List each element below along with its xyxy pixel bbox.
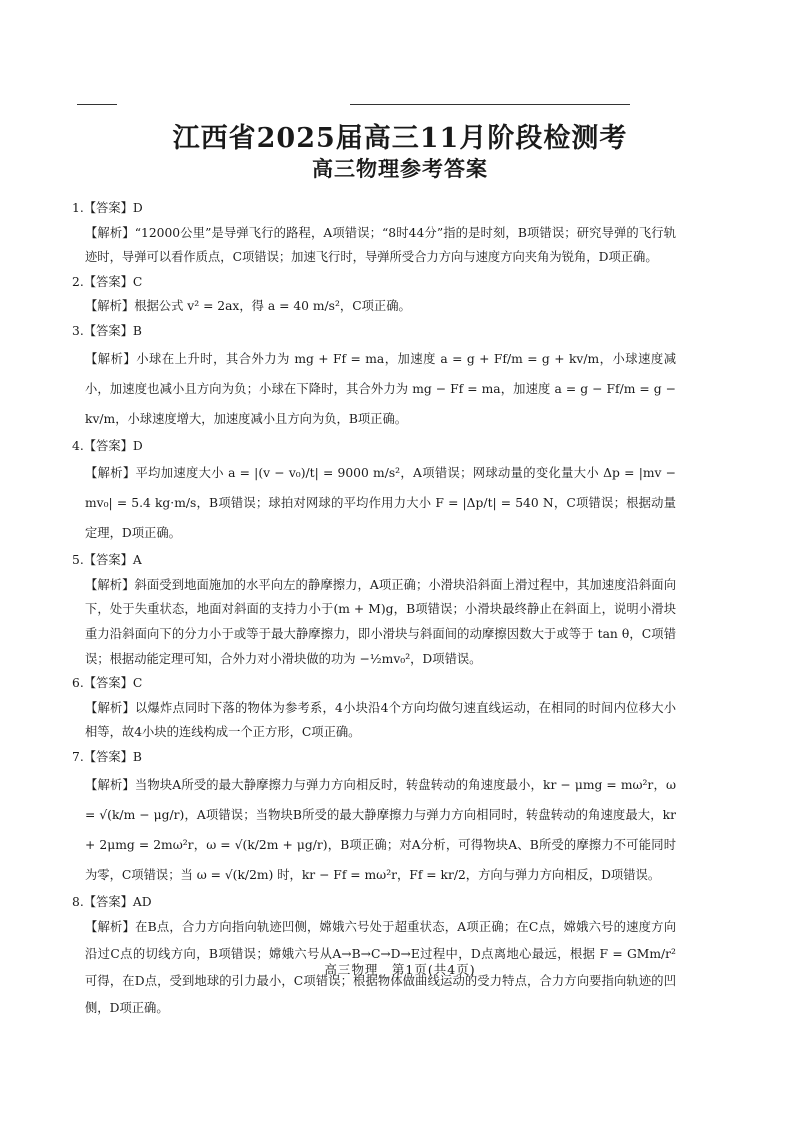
explanation: 【解析】根据公式 v² = 2ax，得 a = 40 m/s²，C项正确。 (85, 299, 411, 314)
document-subtitle: 高三物理参考答案 (312, 156, 488, 181)
answer-label: 【答案】D (83, 201, 143, 215)
explanation: 【解析】平均加速度大小 a = |(v − v₀)/t| = 9000 m/s²，A项错误；网球动量的变化量大小 Δp = |mv − mv₀| = 5.4 kg·m/s，B项错误；球拍对网球的平均作用力大小 F = |Δp/t| = 540 N，C项错误；根据动量定理，D项正确。 (85, 466, 676, 541)
question-block-2 (72, 270, 676, 319)
explanation: 【解析】以爆炸点同时下落的物体为参考系，4小块沿4个方向均做匀速直线运动，在相同的时间内位移大小相等，故4小块的连线构成一个正方形，C项正确。 (85, 700, 676, 740)
question-number: 1. (72, 201, 84, 215)
answer-label: 【答案】AD (83, 894, 152, 909)
question-block-1 (72, 196, 676, 270)
question-block-7 (72, 745, 676, 890)
answer-label: 【答案】B (83, 749, 142, 764)
explanation: 【解析】小球在上升时，其合外力为 mg + Ff = ma，加速度 a = g + Ff/m = g + kv/m，小球速度减小，加速度也减小且方向为负；小球在下降时，其合外力为 mg − Ff = ma，加速度 a = g − Ff/m = g − kv/m，小球速度增大，加速度减小且方向为负，B项正确。 (85, 351, 676, 426)
answer-label: 【答案】B (83, 323, 142, 338)
question-number: 7. (72, 749, 84, 764)
answer-label: 【答案】C (83, 274, 143, 289)
explanation: 【解析】斜面受到地面施加的水平向左的静摩擦力，A项正确；小滑块沿斜面上滑过程中，其加速度沿斜面向下，处于失重状态，地面对斜面的支持力小于(m + M)g，B项错误；小滑块最终静止在斜面上，说明小滑块重力沿斜面向下的分力小于或等于最大静摩擦力，即小滑块与斜面间的动摩擦因数大于或等于 tan θ，C项错误；根据动能定理可知，合外力对小滑块做的功为 −½mv₀²，D项错误。 (85, 577, 676, 666)
header-rule-left (77, 104, 117, 105)
question-block-8 (72, 890, 676, 1023)
question-number: 2. (72, 274, 84, 289)
question-block-5 (72, 548, 676, 671)
question-number: 5. (72, 553, 84, 568)
answer-label: 【答案】D (83, 438, 143, 453)
question-number: 6. (72, 676, 84, 691)
question-number: 3. (72, 323, 84, 338)
explanation: 【解析】“12000公里”是导弹飞行的路程，A项错误；“8时44分”指的是时刻，B项错误；研究导弹的飞行轨迹时，导弹可以看作质点，C项错误；加速飞行时，导弹所受合力方向与速度方向夹角为锐角，D项正确。 (85, 225, 676, 265)
question-block-3 (72, 319, 676, 434)
question-number: 4. (72, 438, 84, 453)
document-title: 江西省2025届高三11月阶段检测考 (172, 123, 628, 154)
explanation: 【解析】在B点，合力方向指向轨迹凹侧，嫦娥六号处于超重状态，A项正确；在C点，嫦娥六号的速度方向沿过C点的切线方向，B项错误；嫦娥六号从A→B→C→D→E过程中，D点离地心最远，根据 F = GMm/r² 可得，在D点，受到地球的引力最小，C项错误；根据物体做曲线运动的受力特点，合力方向要指向轨迹的凹侧，D项正确。 (85, 920, 676, 1016)
header-rule-right (350, 104, 630, 105)
question-number: 8. (72, 894, 84, 909)
answer-label: 【答案】C (83, 676, 143, 691)
question-block-6 (72, 671, 676, 745)
explanation: 【解析】当物块A所受的最大静摩擦力与弹力方向相反时，转盘转动的角速度最小，kr − μmg = mω²r，ω = √(k/m − μg/r)，A项错误；当物块B所受的最大静摩擦力与弹力方向相同时，转盘转动的角速度最大，kr + 2μmg = 2mω²r，ω = √(k/2m + μg/r)，B项正确；对A分析，可得物块A、B所受的摩擦力不可能同时为零，C项错误；当 ω = √(k/2m) 时，kr − Ff = mω²r，Ff = kr/2，方向与弹力方向相反，D项错误。 (85, 777, 676, 882)
question-block-4 (72, 434, 676, 549)
page-footer: 高三物理 第1页(共4页) (324, 962, 476, 977)
answer-list (72, 196, 676, 1022)
answer-label: 【答案】A (83, 553, 142, 568)
